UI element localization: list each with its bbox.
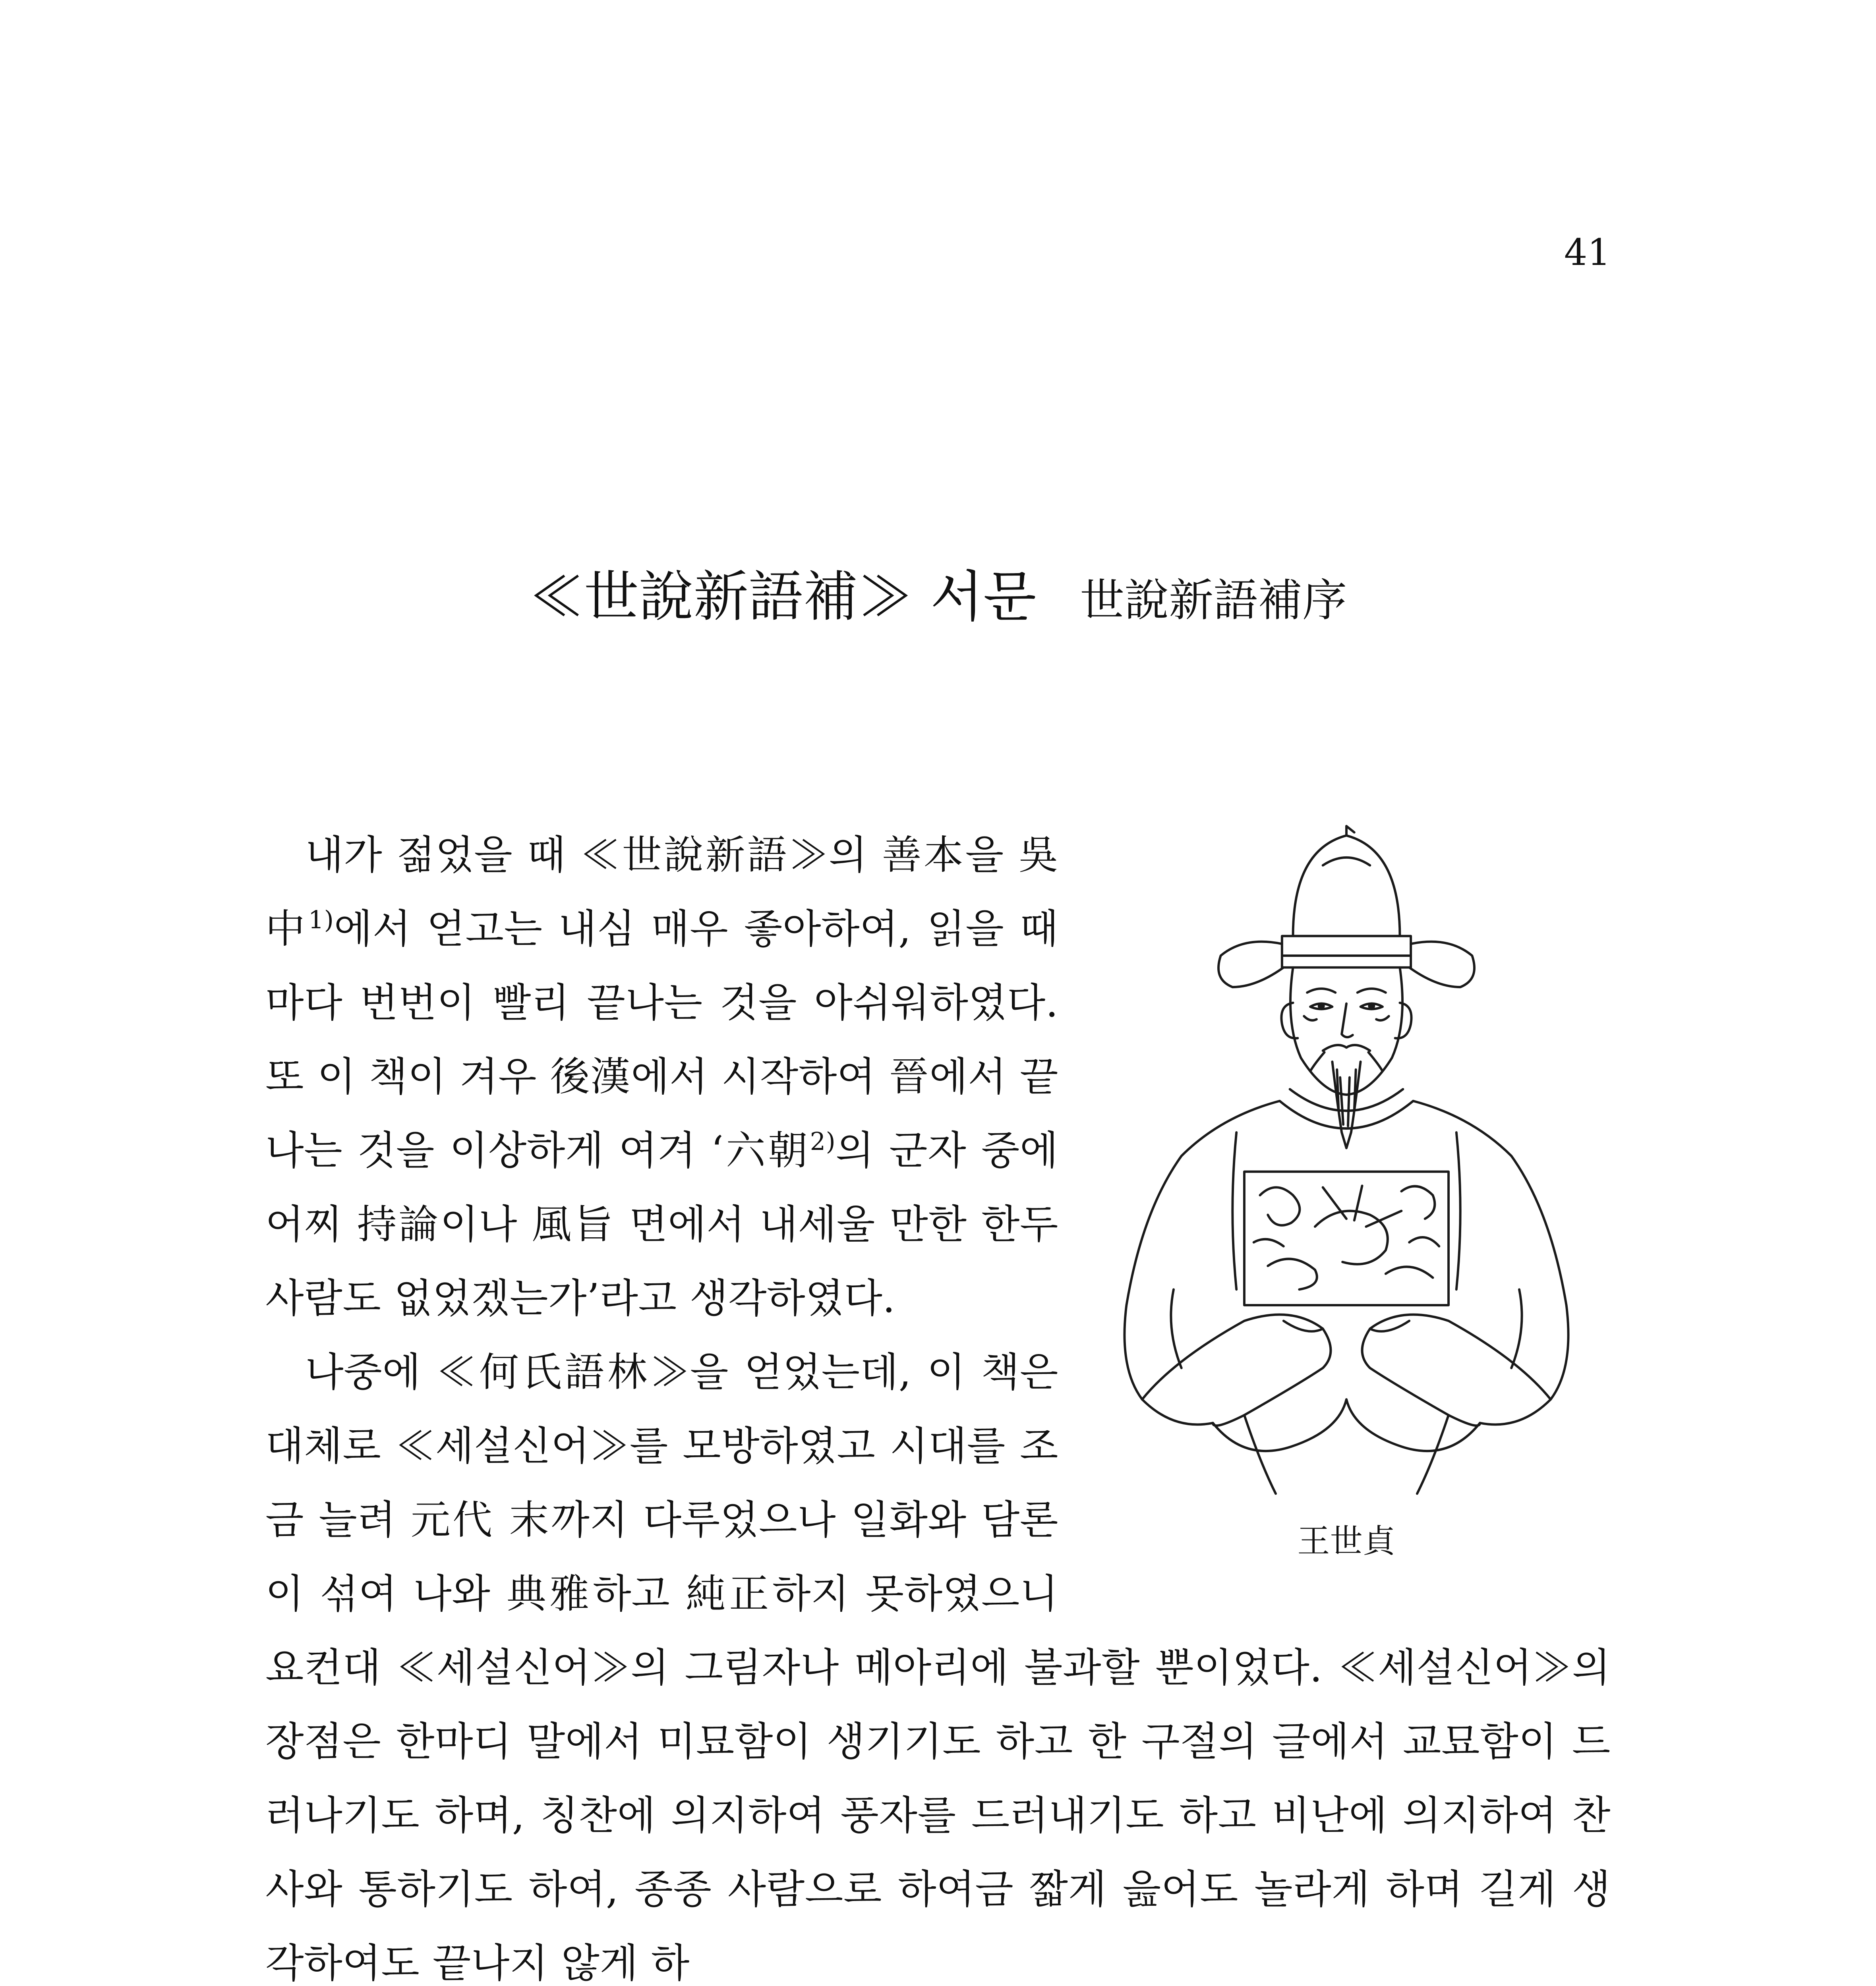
- portrait-caption: 王世貞: [1297, 1522, 1396, 1560]
- portrait-figure: [1082, 818, 1611, 1593]
- paragraph-2: 나중에 ≪何氏語林≫을 얻었는데, 이 책은 대체로 ≪세설신어≫를 모방하였고 시대를 조금 늘려 元代 末까지 다루었으나 일화와 담론이 섞여 나와 典雅하고 純正하지 못하였으니 요컨대 ≪세설신어≫의 그림자나 메아리에 불과할 뿐이었다. ≪세설신어≫의 장점은 한마디 말에서 미묘함이 생기기도 하고 한 구절의 글에서 교묘함이 드러나기도 하며, 칭찬에 의지하여 풍자를 드러내기도 하고 비난에 의지하여 찬사와 통하기도 하여, 종종 사람으로 하여금 짧게 읊어도 놀라게 하며 길게 생각하여도 끝나지 않게 하: [265, 1349, 1611, 1986]
- footnote-ref-1: 1): [308, 905, 334, 934]
- body-text: [265, 818, 1611, 1986]
- scholar-official-portrait-icon: [1082, 818, 1611, 1509]
- paragraph-1-part-c: 의 군자 중에 어찌 持論이나 風旨 면에서 내세울 만한 한두 사람도 없었겠는가’라고 생각하였다.: [265, 1127, 1059, 1321]
- paragraph-1-part-b: 에서 얻고는 내심 매우 좋아하여, 읽을 때마다 번번이 빨리 끝나는 것을 아쉬워하였다. 또 이 책이 겨우 後漢에서 시작하여 晉에서 끝나는 것을 이상하게 여겨 ‘六朝: [265, 906, 1059, 1174]
- page-title: [0, 564, 1876, 630]
- title-sub: 世說新語補序: [1080, 575, 1347, 626]
- footnote-ref-2: 2): [810, 1127, 836, 1156]
- page-number: 41: [1564, 231, 1611, 274]
- title-main: ≪世說新語補≫ 서문: [529, 565, 1037, 629]
- paragraph-1-part-a: 내가 젊었을 때 ≪世說新語≫의 善本을 吳中: [265, 832, 1058, 952]
